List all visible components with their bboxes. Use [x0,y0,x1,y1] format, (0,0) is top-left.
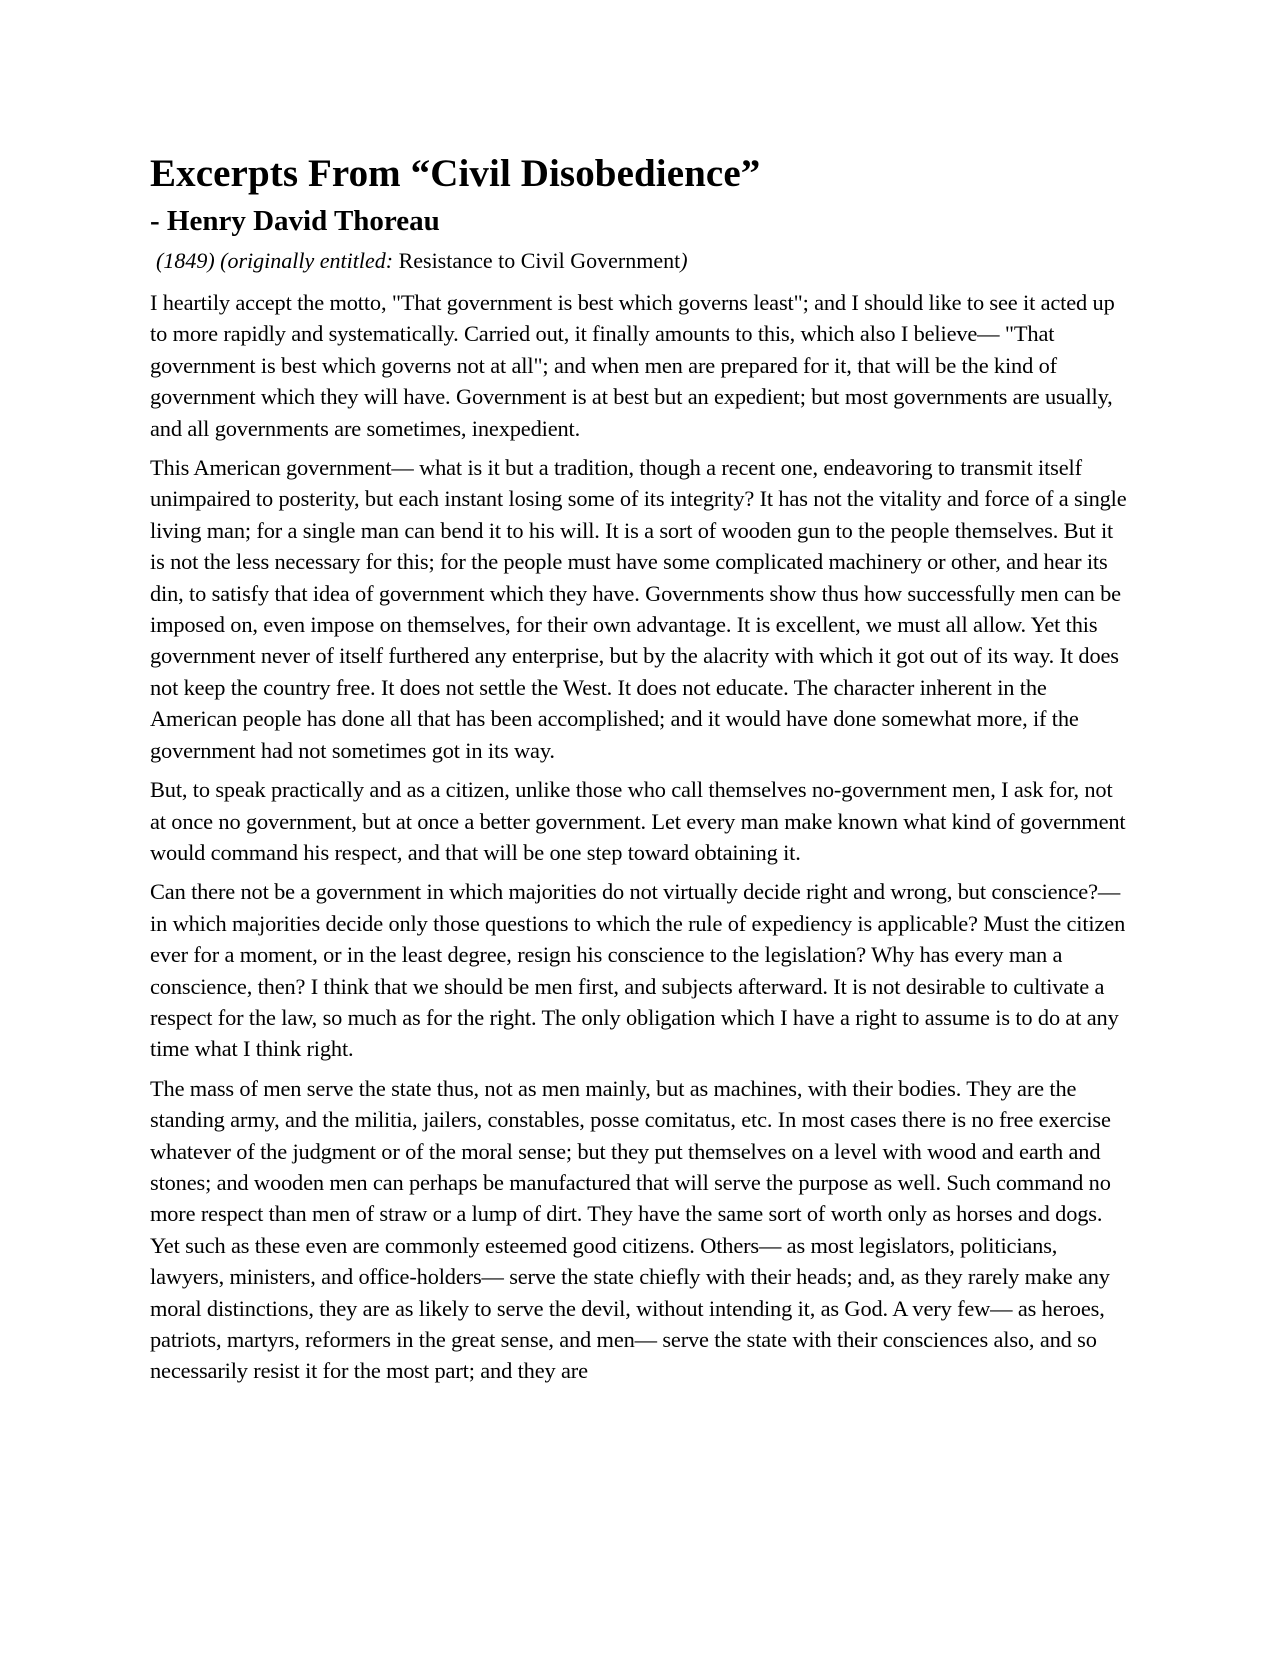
paragraph-1: I heartily accept the motto, "That government is best which governs least"; and I should like to see it acted up to more rapidly and systematically. Carried out, it finally amounts to this, which also I believe— "That government is best which governs not at all"; and when men are prepared for it, that will be the kind of government which they will have. Government is at best but an expedient; but most governments are usually, and all governments are sometimes, inexpedient. [150,290,1115,441]
paragraph-3: But, to speak practically and as a citizen, unlike those who call themselves no-government men, I ask for, not at once no government, but at once a better government. Let every man make known what kind of government would command his respect, and that will be one step toward obtaining it. [150,777,1126,865]
meta-note: (originally entitled: [220,248,394,273]
document-title: Excerpts From “Civil Disobedience” [150,152,761,195]
document-author: - Henry David Thoreau [150,205,440,237]
meta-original-title: Resistance to Civil Government [398,248,681,273]
paragraph-5: The mass of men serve the state thus, not as men mainly, but as machines, with their bodies. They are the standing army, and the militia, jailers, constables, posse comitatus, etc. In most cases there is no free exercise whatever of the judgment or of the moral sense; but they put themselves on a level with wood and earth and stones; and wooden men can perhaps be manufactured that will serve the purpose as well. Such command no more respect than men of straw or a lump of dirt. They have the same sort of worth only as horses and dogs. Yet such as these even are commonly esteemed good citizens. Others— as most legislators, politicians, lawyers, ministers, and office-holders— serve the state chiefly with their heads; and, as they rarely make any moral distinctions, they are as likely to serve the devil, without intending it, as God. A very few— as heroes, patriots, martyrs, reformers in the great sense, and men— serve the state with their consciences also, and so necessarily resist it for the most part; and they are [150,1075,1111,1384]
document-body [150,287,1130,1387]
meta-year: (1849) [156,248,215,273]
meta-close: ) [680,248,688,273]
document-page [150,148,1130,1395]
paragraph-4: Can there not be a government in which majorities do not virtually decide right and wrong, but conscience?— in which majorities decide only those questions to which the rule of expediency is applicable? Must the citizen ever for a moment, or in the least degree, resign his conscience to the legislation? Why has every man a conscience, then? I think that we should be men first, and subjects afterward. It is not desirable to cultivate a respect for the law, so much as for the right. The only obligation which I have a right to assume is to do at any time what I think right. [150,879,1126,1062]
document-meta [150,245,1130,277]
paragraph-2: This American government— what is it but a tradition, though a recent one, endeavoring to transmit itself unimpaired to posterity, but each instant losing some of its integrity? It has not the vitality and force of a single living man; for a single man can bend it to his will. It is a sort of wooden gun to the people themselves. But it is not the less necessary for this; for the people must have some complicated machinery or other, and hear its din, to satisfy that idea of government which they have. Governments show thus how successfully men can be imposed on, even impose on themselves, for their own advantage. It is excellent, we must all allow. Yet this government never of itself furthered any enterprise, but by the alacrity with which it got out of its way. It does not keep the country free. It does not settle the West. It does not educate. The character inherent in the American people has done all that has been accomplished; and it would have done somewhat more, if the government had not sometimes got in its way. [150,455,1127,763]
